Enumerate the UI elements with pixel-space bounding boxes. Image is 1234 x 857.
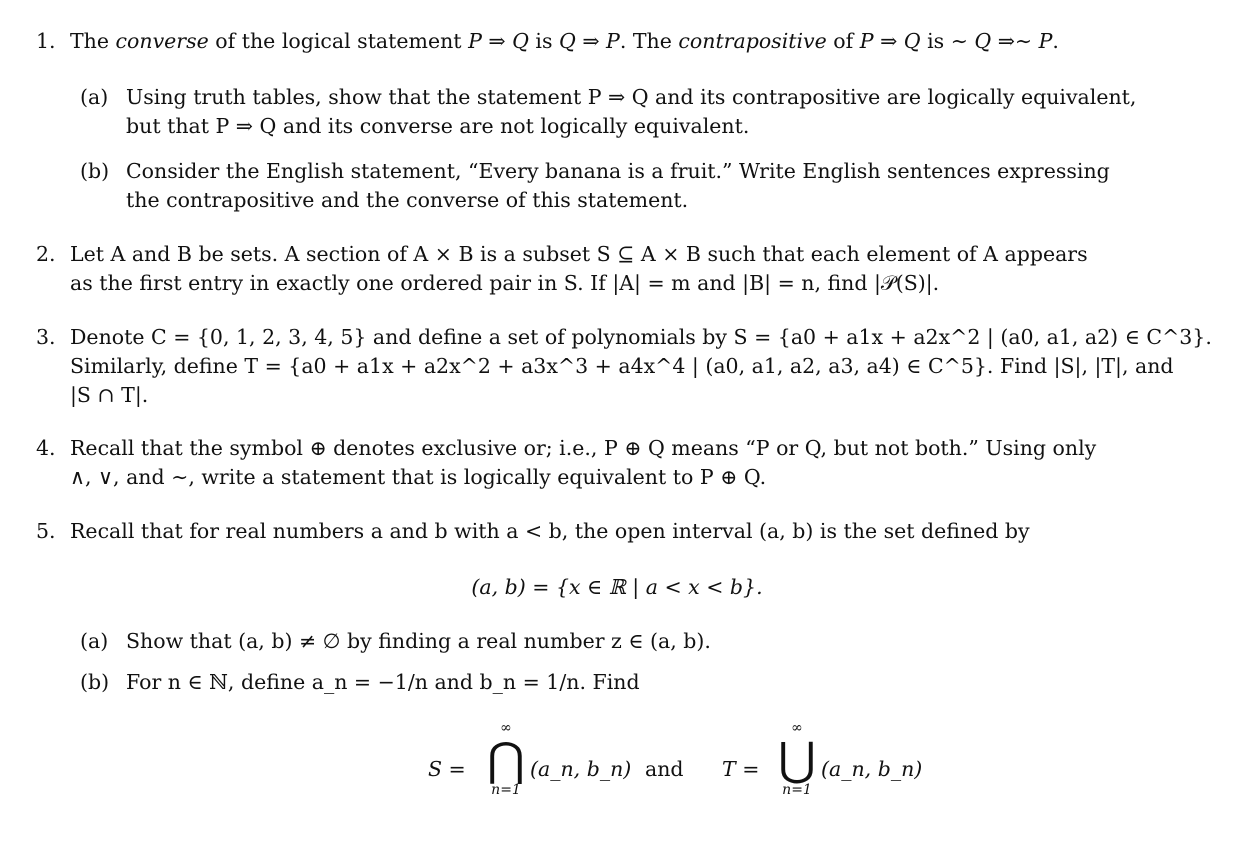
intersection-operator: ∞ ⋂ n=1 [487,720,525,798]
term-contrapositive: contrapositive [678,29,827,53]
s-lhs: S = [428,757,466,781]
problem-1-statement: The converse of the logical statement P ⇒ Q is Q ⇒ P. The contrapositive of P ⇒ Q is ∼ Q ⇒∼ P. [70,29,1059,53]
final-display [0,720,1234,830]
term-converse: converse [115,29,209,53]
t-term: (a_n, b_n) [821,757,923,781]
conjunction: and [645,757,684,781]
problem-sheet: 1. The converse of the logical statement P ⇒ Q is Q ⇒ P. The contrapositive of P ⇒ Q is ∼ Q ⇒∼ P. (a) Using truth tables, show that the statement P ⇒ Q and its contrapositive are logically equivalent, but that P ⇒ Q and its converse are not logically equivalent. (b) Consider the English statement, “Every banana is a fruit.” Write English sentences expressing the contrapositive and the converse of this statement. 2. Let A and B be sets. A section of A × B is a subset S ⊆ A × B such that each element of A appears as the first entry in exactly one ordered pair in S. If |A| = m and |B| = n, find |𝒫(S)|. 3. Denote C = {0, 1, 2, 3, 4, 5} and define a set of polynomials by S = {a0 + a1x + a2x^2 | (a0, a1, a2) ∈ C^3}. Similarly, define T = {a0 + a1x + a2x^2 + a3x^3 + a4x^4 | (a0, a1, a2, a3, a4) ∈ C^5}. Find |S|, |T|, and |S ∩ T|. 4. Recall that the symbol ⊕ denotes exclusive or; i.e., P ⊕ Q means “P or Q, but not both.” Using only ∧, ∨, and ∼, write a statement that is logically equivalent to P ⊕ Q. 5. Recall that for real numbers a and b with a < b, the open interval (a, b) is the set defined by (a, b) = {x ∈ ℝ | a < x < b}. (a) Show that (a, b) ≠ ∅ by finding a real number z ∈ (a, b). (b) For n ∈ ℕ, define a_n = −1/n and b_n = 1/n. Find S = ∞ ⋂ n=1 (a_n, b_n) and T = ∞ ⋃ n=1 (a_n, b_n) [0,0,1234,857]
problem-number: 1. [36,29,56,53]
t-lhs: T = [722,757,760,781]
s-term: (a_n, b_n) [530,757,632,781]
union-operator: ∞ ⋃ n=1 [778,720,816,798]
interval-definition: (a, b) = {x ∈ ℝ | a < x < b}. [471,575,763,599]
